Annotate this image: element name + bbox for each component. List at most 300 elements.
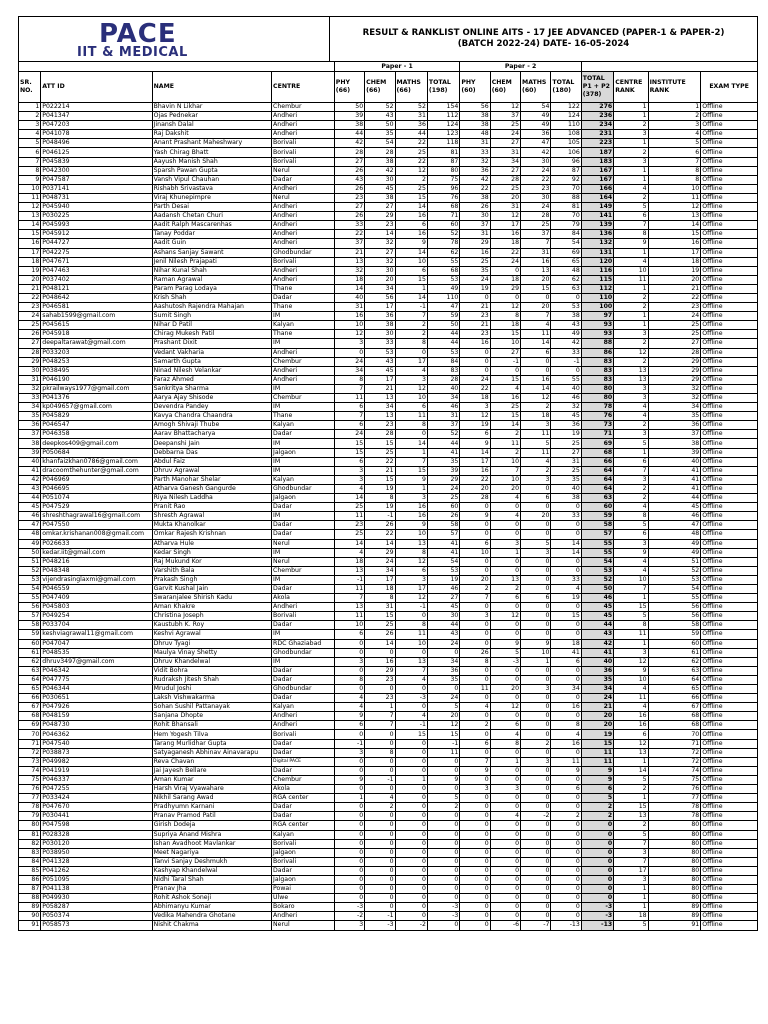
cell-chem1: 22 [365,530,395,539]
cell-centre-rank: 3 [614,130,648,139]
cell-chem2: 0 [490,712,520,721]
cell-phy1: 6 [334,721,364,730]
cell-sr: 54 [19,584,41,593]
cell-total2: 92 [551,175,581,184]
cell-chem1: 30 [365,330,395,339]
cell-att-id: P045615 [41,321,152,330]
cell-phy2: 56 [460,103,490,112]
cell-total2: 18 [551,639,581,648]
cell-exam-type: Offline [701,512,758,521]
cell-sr: 71 [19,739,41,748]
cell-total-p12: 44 [581,621,613,630]
cell-name: Anant Prashant Maheshwary [152,139,271,148]
cell-chem1: 15 [365,439,395,448]
cell-chem2: 17 [490,221,520,230]
cell-maths2: 9 [521,639,551,648]
cell-maths2: 5 [521,439,551,448]
cell-maths1: 0 [395,785,427,794]
cell-institute-rank: 13 [648,212,701,221]
cell-att-id: P045829 [41,412,152,421]
cell-sr: 85 [19,866,41,875]
cell-phy1: 0 [334,866,364,875]
cell-institute-rank: 25 [648,321,701,330]
cell-total1: 11 [427,748,459,757]
cell-name: Raj Mukund Kor [152,557,271,566]
cell-total1: 0 [427,848,459,857]
cell-maths1: 4 [395,712,427,721]
cell-phy2: 25 [460,257,490,266]
col-exam-type: EXAM TYPE [701,72,758,103]
cell-total1: 80 [427,166,459,175]
cell-centre-rank: 6 [614,457,648,466]
cell-sr: 89 [19,903,41,912]
cell-chem1: 38 [365,321,395,330]
cell-chem1: 33 [365,339,395,348]
cell-centre: Chembur [272,103,335,112]
cell-name: Christina Joseph [152,612,271,621]
cell-phy2: 6 [460,539,490,548]
cell-phy1: 4 [334,484,364,493]
cell-att-id: P046344 [41,685,152,694]
table-row [19,721,758,730]
cell-exam-type: Offline [701,357,758,366]
table-row [19,903,758,912]
cell-centre-rank: 2 [614,193,648,202]
cell-phy2: 0 [460,521,490,530]
cell-chem2: 10 [490,339,520,348]
cell-maths2: 16 [521,375,551,384]
cell-centre: Andheri [272,230,335,239]
cell-total2: 0 [551,630,581,639]
cell-name: Devendra Pandey [152,403,271,412]
cell-maths1: 15 [395,730,427,739]
cell-total2: 0 [551,621,581,630]
cell-exam-type: Offline [701,630,758,639]
table-row [19,403,758,412]
cell-name: Pranav Jha [152,885,271,894]
cell-total2: 122 [551,103,581,112]
cell-sr: 32 [19,384,41,393]
cell-sr: 70 [19,730,41,739]
cell-sr: 44 [19,494,41,503]
cell-chem1: 21 [365,466,395,475]
cell-total-p12: 11 [581,757,613,766]
cell-name: Parth Manohar Shelar [152,475,271,484]
cell-centre-rank: 7 [614,839,648,848]
cell-chem1: 7 [365,721,395,730]
cell-sr: 16 [19,239,41,248]
cell-centre: Dadar [272,812,335,821]
cell-sr: 50 [19,548,41,557]
cell-maths1: 3 [395,375,427,384]
cell-institute-rank: 11 [648,193,701,202]
cell-sr: 69 [19,721,41,730]
cell-chem2: 10 [490,457,520,466]
cell-centre-rank: 5 [614,439,648,448]
cell-centre: IM [272,575,335,584]
cell-centre: Borivali [272,730,335,739]
cell-centre: Kalyan [272,421,335,430]
cell-institute-rank: 89 [648,903,701,912]
cell-exam-type: Offline [701,484,758,493]
cell-total1: 154 [427,103,459,112]
cell-centre-rank: 12 [614,348,648,357]
cell-total1: 68 [427,266,459,275]
cell-maths1: 1 [395,284,427,293]
cell-total2: 11 [551,757,581,766]
cell-exam-type: Offline [701,321,758,330]
table-row [19,584,758,593]
cell-chem1: 0 [365,685,395,694]
cell-maths1: 11 [395,412,427,421]
cell-maths2: 3 [521,685,551,694]
cell-centre-rank: 1 [614,112,648,121]
table-row [19,430,758,439]
cell-maths2: 0 [521,730,551,739]
cell-chem2: 0 [490,521,520,530]
cell-phy1: 1 [334,794,364,803]
cell-centre: IM [272,548,335,557]
cell-chem1: 0 [365,848,395,857]
cell-total1: 31 [427,412,459,421]
cell-phy2: 0 [460,821,490,830]
table-row [19,339,758,348]
cell-total-p12: 93 [581,330,613,339]
cell-att-id: P047047 [41,639,152,648]
column-header-row [19,72,758,103]
cell-total2: 25 [551,439,581,448]
cell-name: Prashant Dixit [152,339,271,348]
cell-centre-rank: 9 [614,239,648,248]
cell-sr: 68 [19,712,41,721]
title-line-2: (BATCH 2022-24) DATE- 16-05-2024 [457,39,630,49]
cell-chem1: 29 [365,548,395,557]
cell-maths1: 25 [395,184,427,193]
cell-maths1: 13 [395,657,427,666]
cell-chem1: 22 [365,457,395,466]
cell-maths2: 0 [521,357,551,366]
cell-centre: Nerul [272,166,335,175]
cell-att-id: P051095 [41,875,152,884]
cell-exam-type: Offline [701,384,758,393]
cell-phy2: 42 [460,175,490,184]
cell-centre-rank: 2 [614,148,648,157]
cell-name: Harsh Viraj Vyawahare [152,785,271,794]
cell-total-p12: 166 [581,184,613,193]
cell-phy2: 0 [460,348,490,357]
cell-total2: 33 [551,348,581,357]
cell-sr: 62 [19,657,41,666]
cell-total1: 20 [427,712,459,721]
cell-chem2: 0 [490,885,520,894]
cell-maths1: 1 [395,448,427,457]
cell-name: Dhruv Khandelwal [152,657,271,666]
cell-maths1: 3 [395,575,427,584]
cell-sr: 22 [19,293,41,302]
cell-sr: 46 [19,512,41,521]
col-chem1: CHEM (66) [365,72,395,103]
cell-chem2: 0 [490,903,520,912]
cell-centre-rank: 5 [614,521,648,530]
table-row [19,712,758,721]
cell-phy1: 0 [334,875,364,884]
cell-centre-rank: 5 [614,612,648,621]
cell-att-id: P033704 [41,621,152,630]
cell-chem1: 19 [365,503,395,512]
cell-sr: 21 [19,284,41,293]
cell-phy1: 3 [334,921,364,930]
cell-maths1: 0 [395,766,427,775]
cell-exam-type: Offline [701,494,758,503]
cell-maths2: 3 [521,757,551,766]
cell-chem1: 54 [365,139,395,148]
cell-centre-rank: 2 [614,421,648,430]
cell-maths1: 6 [395,266,427,275]
cell-total2: 6 [551,785,581,794]
cell-chem2: 27 [490,348,520,357]
cell-maths2: 6 [521,594,551,603]
cell-chem2: 0 [490,621,520,630]
cell-chem2: 0 [490,566,520,575]
cell-maths2: 0 [521,530,551,539]
cell-sr: 74 [19,766,41,775]
cell-total-p12: 19 [581,730,613,739]
cell-institute-rank: 77 [648,794,701,803]
cell-phy1: 25 [334,503,364,512]
cell-name: Aadansh Chetan Churi [152,212,271,221]
cell-maths1: 3 [395,494,427,503]
cell-chem2: 9 [490,639,520,648]
cell-maths2: 0 [521,694,551,703]
cell-phy2: 3 [460,403,490,412]
cell-exam-type: Offline [701,621,758,630]
cell-sr: 33 [19,394,41,403]
cell-maths1: 25 [395,148,427,157]
cell-phy1: 8 [334,675,364,684]
cell-sr: 45 [19,503,41,512]
table-row [19,921,758,930]
cell-institute-rank: 52 [648,566,701,575]
cell-phy1: 18 [334,275,364,284]
cell-phy1: 6 [334,421,364,430]
cell-total2: 81 [551,203,581,212]
cell-maths1: 22 [395,139,427,148]
cell-total2: 0 [551,894,581,903]
cell-exam-type: Offline [701,139,758,148]
cell-total-p12: 236 [581,112,613,121]
cell-phy1: 12 [334,330,364,339]
cell-total2: 15 [551,612,581,621]
cell-total2: 35 [551,475,581,484]
cell-exam-type: Offline [701,466,758,475]
cell-sr: 83 [19,848,41,857]
cell-sr: 2 [19,112,41,121]
cell-centre-rank: 2 [614,303,648,312]
cell-name: Jenil Nilesh Prajapati [152,257,271,266]
cell-total2: 70 [551,212,581,221]
cell-maths2: 0 [521,748,551,757]
cell-name: Kedar Singh [152,548,271,557]
cell-phy1: 9 [334,712,364,721]
cell-maths2: 0 [521,794,551,803]
cell-maths2: 0 [521,484,551,493]
cell-centre-rank: 2 [614,821,648,830]
cell-chem1: 0 [365,894,395,903]
cell-institute-rank: 56 [648,612,701,621]
cell-maths2: 7 [521,239,551,248]
cell-att-id: P045839 [41,157,152,166]
table-row [19,412,758,421]
cell-exam-type: Offline [701,712,758,721]
cell-phy1: 13 [334,257,364,266]
cell-att-id: P041328 [41,857,152,866]
cell-total1: 110 [427,293,459,302]
cell-centre-rank: 1 [614,794,648,803]
cell-maths1: 4 [395,675,427,684]
cell-institute-rank: 19 [648,266,701,275]
cell-phy1: 0 [334,848,364,857]
cell-maths1: 8 [395,421,427,430]
table-row [19,803,758,812]
cell-chem1: 45 [365,366,395,375]
cell-maths2: 25 [521,221,551,230]
cell-total1: 0 [427,830,459,839]
cell-att-id: P047529 [41,503,152,512]
table-row [19,512,758,521]
cell-chem1: 7 [365,712,395,721]
cell-maths1: 0 [395,612,427,621]
table-row [19,775,758,784]
cell-maths2: 0 [521,675,551,684]
cell-centre-rank: 2 [614,293,648,302]
cell-centre-rank: 7 [614,466,648,475]
cell-centre: Dadar [272,521,335,530]
cell-chem2: 0 [490,603,520,612]
cell-centre-rank: 1 [614,321,648,330]
cell-institute-rank: 38 [648,439,701,448]
cell-chem1: 38 [365,157,395,166]
cell-maths2: 47 [521,139,551,148]
cell-exam-type: Offline [701,284,758,293]
cell-phy2: 21 [460,321,490,330]
cell-institute-rank: 3 [648,121,701,130]
cell-sr: 34 [19,403,41,412]
cell-total-p12: 97 [581,312,613,321]
cell-institute-rank: 75 [648,775,701,784]
cell-phy2: 33 [460,148,490,157]
paper2-group: Paper - 2 [460,62,581,72]
cell-exam-type: Offline [701,912,758,921]
cell-total-p12: 71 [581,430,613,439]
cell-centre-rank: 3 [614,539,648,548]
table-row [19,557,758,566]
cell-institute-rank: 63 [648,666,701,675]
cell-total1: 71 [427,212,459,221]
cell-phy2: 9 [460,766,490,775]
cell-exam-type: Offline [701,166,758,175]
cell-exam-type: Offline [701,257,758,266]
cell-total-p12: 20 [581,721,613,730]
cell-total-p12: 0 [581,866,613,875]
cell-total2: 0 [551,503,581,512]
cell-total2: 2 [551,812,581,821]
cell-phy1: 11 [334,394,364,403]
cell-centre-rank: 1 [614,903,648,912]
cell-total-p12: 9 [581,766,613,775]
cell-maths1: 10 [395,530,427,539]
cell-phy2: 19 [460,421,490,430]
cell-exam-type: Offline [701,775,758,784]
cell-sr: 72 [19,748,41,757]
cell-phy1: 0 [334,885,364,894]
cell-maths2: 30 [521,157,551,166]
cell-total2: 16 [551,703,581,712]
cell-name: Sanjana Dhopte [152,712,271,721]
cell-att-id: P046969 [41,475,152,484]
cell-centre: IM [272,339,335,348]
cell-total1: 41 [427,548,459,557]
cell-total1: 2 [427,803,459,812]
cell-att-id: P045918 [41,330,152,339]
cell-total-p12: 0 [581,894,613,903]
cell-chem2: 0 [490,821,520,830]
cell-centre: Akola [272,785,335,794]
cell-total2: 0 [551,903,581,912]
cell-chem2: 2 [490,584,520,593]
cell-name: Maulya Vinay Shetty [152,648,271,657]
cell-att-id: P048496 [41,139,152,148]
cell-centre: Borivali [272,612,335,621]
cell-phy1: 13 [334,603,364,612]
cell-att-id: P022214 [41,103,152,112]
cell-total-p12: 60 [581,503,613,512]
cell-chem1: 14 [365,230,395,239]
cell-chem2: 28 [490,175,520,184]
cell-chem2: 2 [490,430,520,439]
cell-maths2: 14 [521,339,551,348]
cell-total1: 29 [427,475,459,484]
cell-phy2: 22 [460,475,490,484]
cell-phy2: 0 [460,912,490,921]
cell-institute-rank: 71 [648,739,701,748]
cell-maths2: 0 [521,293,551,302]
cell-maths1: 0 [395,703,427,712]
cell-att-id: P047540 [41,739,152,748]
cell-att-id: P041376 [41,394,152,403]
cell-chem1: 13 [365,394,395,403]
cell-maths1: 15 [395,193,427,202]
cell-total1: 78 [427,239,459,248]
cell-chem1: 52 [365,103,395,112]
cell-total-p12: 53 [581,566,613,575]
cell-centre-rank: 4 [614,403,648,412]
cell-total2: 63 [551,284,581,293]
cell-chem1: 25 [365,448,395,457]
table-row [19,912,758,921]
cell-maths2: 0 [521,903,551,912]
cell-phy2: 6 [460,739,490,748]
cell-chem1: 29 [365,666,395,675]
cell-phy2: 14 [460,448,490,457]
cell-exam-type: Offline [701,112,758,121]
cell-maths1: 2 [395,330,427,339]
cell-phy1: 7 [334,384,364,393]
cell-name: Deepanshi Jain [152,439,271,448]
table-row [19,284,758,293]
cell-name: Vedant Vakharia [152,348,271,357]
cell-centre: Jalgaon [272,448,335,457]
cell-maths2: 0 [521,712,551,721]
